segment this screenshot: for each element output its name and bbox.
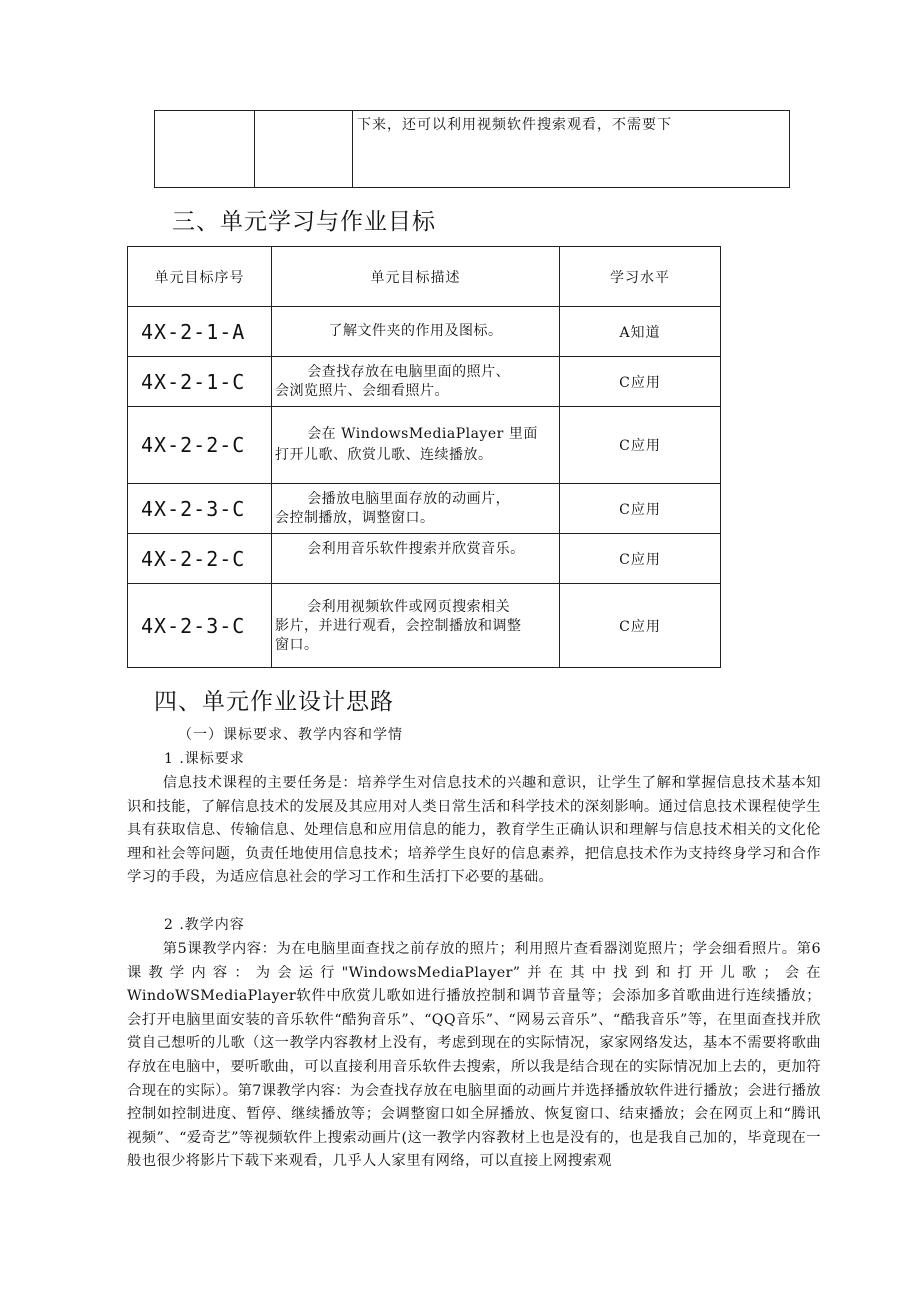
table-row	[128, 407, 721, 484]
goal-desc-line: 会在 WindowsMediaPlayer 里面	[307, 426, 538, 442]
goal-desc-line: 会浏览照片、会细看照片。	[275, 382, 449, 399]
paragraph-teaching-content: 第5课教学内容：为在电脑里面查找之前存放的照片；利用照片查看器浏览照片；学会细看照片。第6课教学内容：为会运行"WindowsMediaPlayer”并在其中找到和打开儿歌；会在WindoWSMediaPlayer软件中欣赏儿歌如进行播放控制和调节音量等；会添加多首歌曲进行连续播放；会打开电脑里面安装的音乐软件“酷狗音乐”、“QQ音乐”、“网易云音乐”、“酷我音乐”等，在里面查找并欣赏自己想听的儿歌（这一教学内容教材上没有，考虑到现在的实际情况，家家网络发达，基本不需要将歌曲存放在电脑中，要听歌曲，可以直接利用音乐软件去搜索，所以我是结合现在的实际情况加上去的，更加符合现在的实际）。第7课教学内容：为会查找存放在电脑里面的动画片并选择播放软件进行播放；会进行播放控制如控制进度、暂停、继续播放等；会调整窗口如全屏播放、恢复窗口、结束播放；会在网页上和“腾讯视频”、“爱奇艺”等视频软件上搜索动画片(这一教学内容教材上也是没有的，也是我自己加的，毕竟现在一般也很少将影片下载下来观看，几乎人人家里有网络，可以直接上网搜索观	[127, 941, 821, 1170]
goal-desc-line: 了解文件夹的作用及图标。	[328, 323, 503, 339]
continuation-table	[154, 110, 790, 188]
table-row	[128, 584, 721, 668]
goal-desc	[272, 357, 560, 407]
table-row	[155, 111, 790, 188]
table-row	[128, 307, 721, 357]
table-cell	[255, 111, 353, 188]
table-row	[128, 484, 721, 534]
section3-heading: 三、单元学习与作业目标	[172, 209, 436, 235]
table-cell-text: 下来，还可以利用视频软件搜索观看，不需要下	[353, 111, 790, 188]
goal-desc-line: 会查找存放在电脑里面的照片、	[307, 363, 511, 380]
goal-code: 4X-2-2-C	[128, 407, 272, 484]
table-row	[128, 534, 721, 584]
column-header-desc: 单元目标描述	[272, 247, 560, 307]
subsection-title: （一）课标要求、教学内容和学情	[178, 727, 403, 743]
goal-code: 4X-2-1-A	[128, 307, 272, 357]
goal-level: C应用	[560, 534, 721, 584]
table-row	[128, 357, 721, 407]
goal-desc	[272, 307, 560, 357]
goal-desc-line: 影片，并进行观看，会控制播放和调整	[275, 618, 522, 634]
goal-level: C应用	[560, 407, 721, 484]
column-header-code: 单元目标序号	[128, 247, 272, 307]
goal-level: A知道	[560, 307, 721, 357]
column-header-level: 学习水平	[560, 247, 721, 307]
goal-desc-line: 会控制播放，调整窗口。	[275, 509, 435, 526]
goal-code: 4X-2-3-C	[128, 584, 272, 668]
goal-desc-line: 会播放电脑里面存放的动画片，	[307, 490, 511, 507]
goal-code: 4X-2-1-C	[128, 357, 272, 407]
goal-level: C应用	[560, 584, 721, 668]
goal-desc-line: 会利用视频软件或网页搜索相关	[307, 599, 511, 615]
goal-desc	[272, 534, 560, 584]
paragraph-curriculum: 信息技术课程的主要任务是：培养学生对信息技术的兴趣和意识，让学生了解和掌握信息技术基本知识和技能，了解信息技术的发展及其应用对人类日常生活和科学技术的深刻影响。通过信息技术课程使学生具有获取信息、传输信息、处理信息和应用信息的能力，教育学生正确认识和理解与信息技术相关的文化伦理和社会等问题，负责任地使用信息技术；培养学生良好的信息素养，把信息技术作为支持终身学习和合作学习的手段，为适应信息社会的学习工作和生活打下必要的基础。	[127, 775, 821, 886]
goal-level: C应用	[560, 357, 721, 407]
item-title-2: 2 .教学内容	[164, 917, 245, 933]
section4-heading: 四、单元作业设计思路	[154, 689, 394, 715]
item-title-1: 1 .课标要求	[164, 751, 245, 767]
goal-code: 4X-2-3-C	[128, 484, 272, 534]
goal-desc	[272, 407, 560, 484]
table-header-row	[128, 247, 721, 307]
goal-desc-line: 窗口。	[275, 637, 319, 653]
goal-desc	[272, 484, 560, 534]
goal-desc-line: 会利用音乐软件搜索并欣赏音乐。	[307, 541, 525, 557]
goal-desc	[272, 584, 560, 668]
unit-goal-table	[127, 246, 721, 668]
table-cell	[155, 111, 255, 188]
goal-level: C应用	[560, 484, 721, 534]
goal-code: 4X-2-2-C	[128, 534, 272, 584]
goal-desc-line: 打开儿歌、欣赏儿歌、连续播放。	[275, 447, 493, 463]
